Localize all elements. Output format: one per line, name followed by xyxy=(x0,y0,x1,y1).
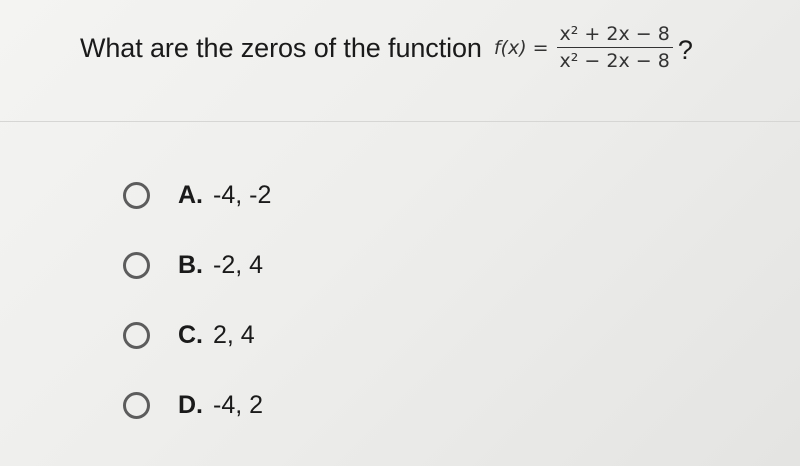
function-variable: x xyxy=(507,37,520,59)
question-prompt xyxy=(80,18,693,78)
choice-value-b: -2, 4 xyxy=(213,250,264,279)
function-fraction xyxy=(557,25,673,71)
choice-letter-a: A. xyxy=(178,180,203,209)
choice-letter-c: C. xyxy=(178,320,203,349)
choice-a[interactable] xyxy=(120,172,271,218)
choice-value-c: 2, 4 xyxy=(213,320,255,349)
answer-choices xyxy=(120,172,271,452)
fraction-numerator: x² + 2x − 8 xyxy=(557,25,673,48)
choice-letter-b: B. xyxy=(178,250,203,279)
function-name-close: ) xyxy=(519,37,527,59)
choice-value-a: -4, -2 xyxy=(213,180,272,209)
radio-button-a[interactable] xyxy=(123,182,150,209)
choice-c[interactable] xyxy=(120,312,271,358)
choice-b[interactable] xyxy=(120,242,271,288)
question-mark: ? xyxy=(677,34,693,65)
function-name xyxy=(494,37,527,59)
radio-button-d[interactable] xyxy=(123,392,150,419)
choice-letter-d: D. xyxy=(178,390,203,419)
radio-button-b[interactable] xyxy=(123,252,150,279)
choice-value-d: -4, 2 xyxy=(213,390,264,419)
section-divider xyxy=(0,121,800,122)
equals-sign: = xyxy=(532,37,549,59)
radio-button-c[interactable] xyxy=(123,322,150,349)
choice-d[interactable] xyxy=(120,382,271,428)
fraction-denominator: x² − 2x − 8 xyxy=(559,50,670,72)
function-name-open: f( xyxy=(493,37,508,59)
question-text: What are the zeros of the function xyxy=(80,32,482,63)
